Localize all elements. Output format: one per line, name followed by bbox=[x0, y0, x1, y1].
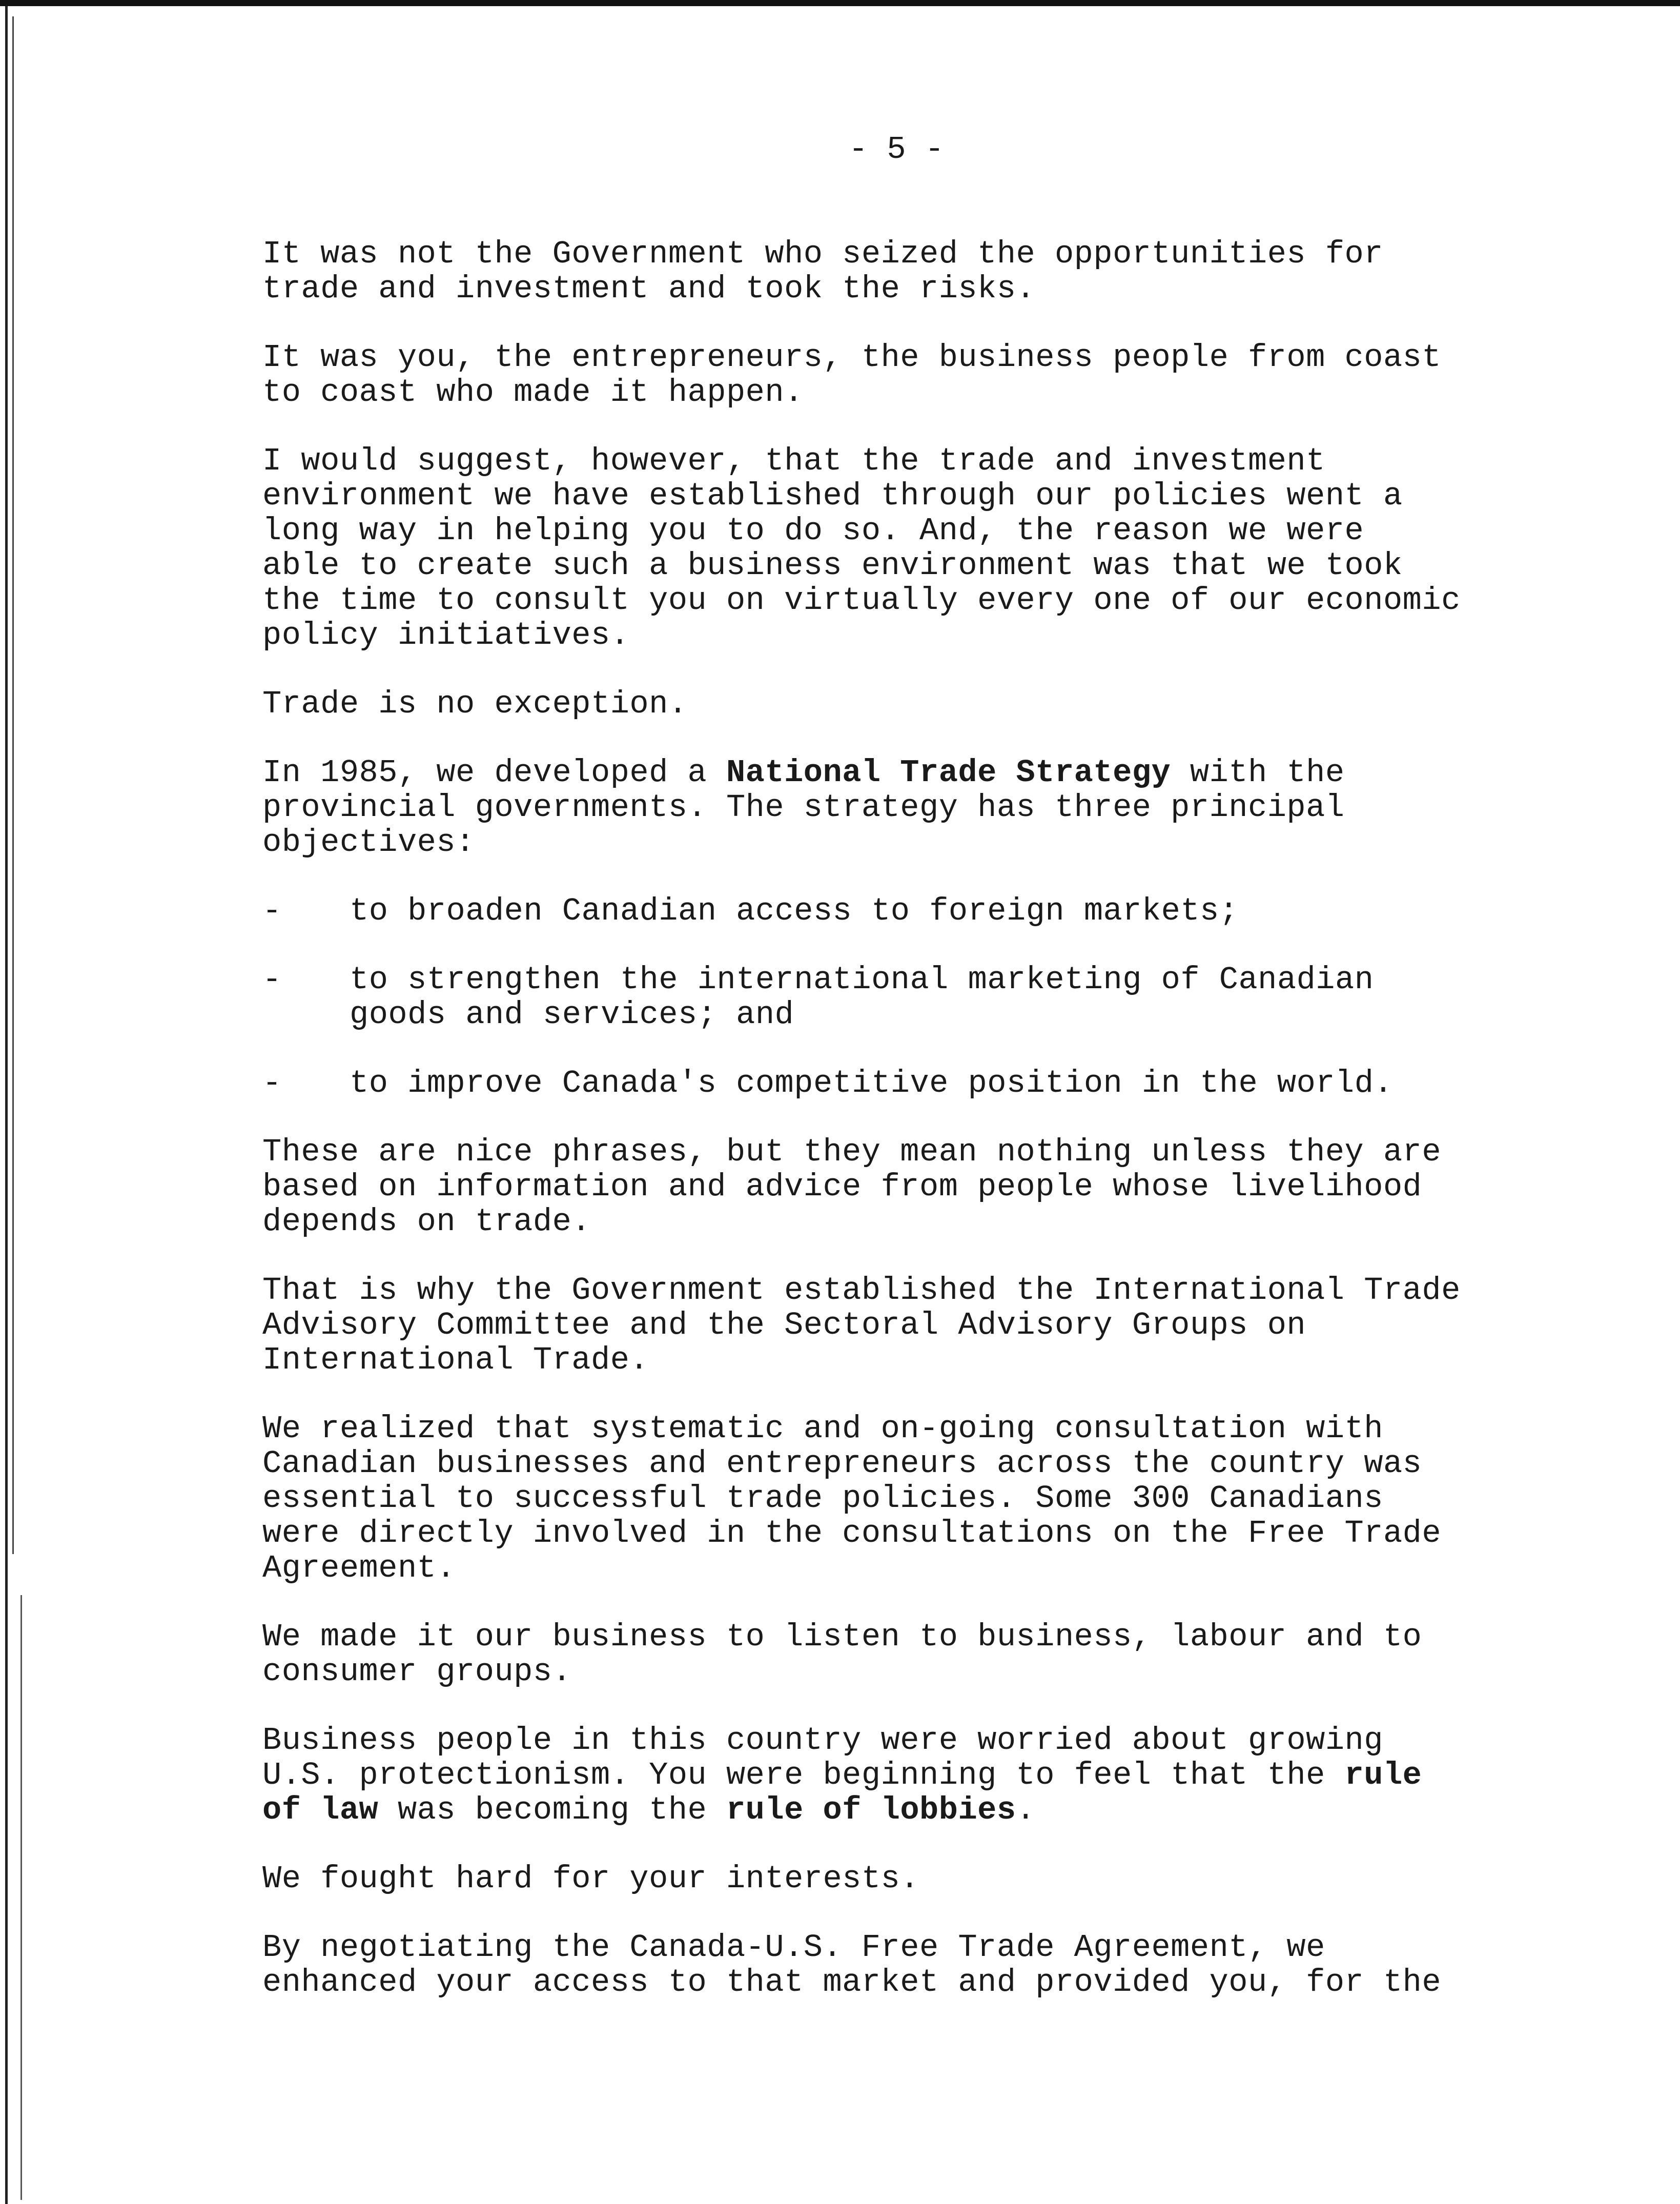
text-span: with the provincial governments. The strategy has three principal objectives: bbox=[262, 754, 1345, 861]
paragraph bbox=[262, 1723, 1574, 1828]
bullet-item bbox=[262, 963, 1574, 1032]
paragraph: It was not the Government who seized the opportunities for trade and investment and took the risks. bbox=[262, 236, 1383, 307]
bold-term: rule of lobbies bbox=[726, 1792, 1016, 1828]
paragraph bbox=[262, 756, 1574, 860]
paragraph: I would suggest, however, that the trade and investment environment we have established through our policies went a long way in helping you to do so. And, the reason we were able to create such a business environment was that we took the time to consult you on virtually every one of our economic policy initiatives. bbox=[262, 443, 1461, 654]
paragraph: That is why the Government established the International Trade Advisory Committee and the Sectoral Advisory Groups on International Trade. bbox=[262, 1272, 1461, 1378]
bullet-item bbox=[262, 1066, 1574, 1101]
binding-edge bbox=[0, 6, 31, 2204]
bullet-dash: - bbox=[262, 962, 282, 998]
text-span: . bbox=[1016, 1792, 1036, 1828]
paragraph: It was you, the entrepreneurs, the business people from coast to coast who made it happen. bbox=[262, 339, 1442, 411]
bullet-text: to strengthen the international marketing of Canadian goods and services; and bbox=[350, 962, 1374, 1033]
bullet-dash: - bbox=[262, 1065, 282, 1101]
text-span: was becoming the bbox=[378, 1792, 726, 1828]
bold-term: rule of law bbox=[262, 1757, 1422, 1828]
binding-line bbox=[12, 16, 14, 1554]
paragraph: By negotiating the Canada-U.S. Free Trade Agreement, we enhanced your access to that market and provided you, for the bbox=[262, 1929, 1442, 2001]
text-span: In 1985, we developed a bbox=[262, 754, 726, 791]
bullet-item bbox=[262, 894, 1574, 929]
binding-line bbox=[21, 1595, 22, 2200]
text-span: Business people in this country were worried about growing U.S. protectionism. You were beginning to feel that the bbox=[262, 1722, 1383, 1793]
document-body bbox=[262, 237, 1574, 2034]
bullet-text: to improve Canada's competitive position in the world. bbox=[350, 1065, 1394, 1101]
paragraph: Trade is no exception. bbox=[262, 686, 688, 722]
bullet-dash: - bbox=[262, 893, 282, 929]
bullet-text: to broaden Canadian access to foreign markets; bbox=[350, 893, 1239, 929]
paragraph: We realized that systematic and on-going consultation with Canadian businesses and entrepreneurs across the country was essential to successful trade policies. Some 300 Canadians were directly involved in the consultations on the Free Trade Agreement. bbox=[262, 1411, 1442, 1586]
paragraph: We fought hard for your interests. bbox=[262, 1861, 920, 1897]
bold-term: National Trade Strategy bbox=[726, 754, 1171, 791]
paragraph: We made it our business to listen to business, labour and to consumer groups. bbox=[262, 1619, 1422, 1690]
page-top-edge bbox=[0, 0, 1680, 6]
page-number: - 5 - bbox=[848, 131, 945, 168]
binding-line bbox=[5, 6, 8, 2204]
paragraph: These are nice phrases, but they mean nothing unless they are based on information and advice from people whose livelihood depends on trade. bbox=[262, 1134, 1442, 1240]
